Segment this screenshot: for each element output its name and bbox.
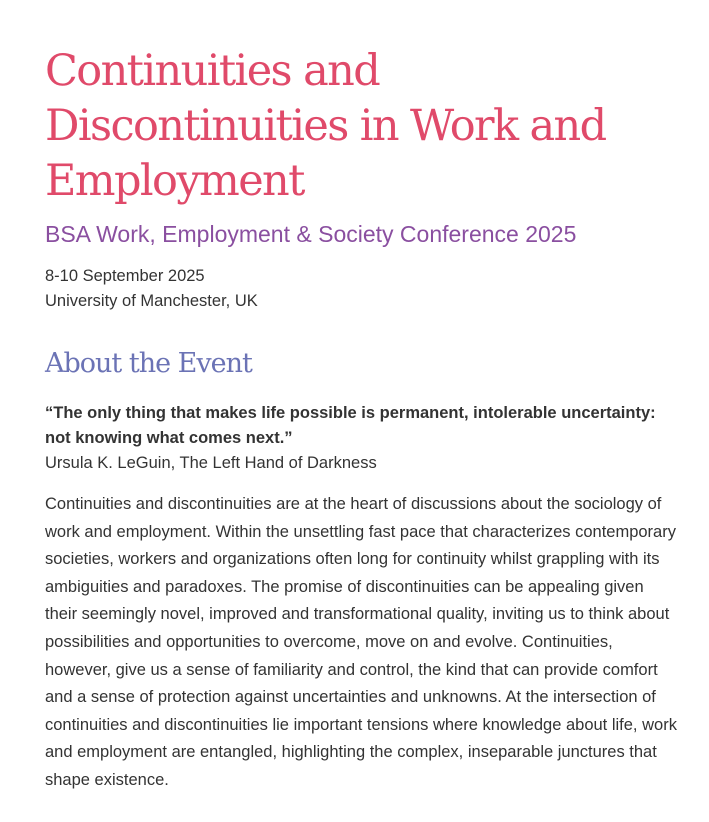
conference-subtitle: BSA Work, Employment & Society Conference 2025 — [45, 221, 577, 247]
about-heading: About the Event — [45, 348, 252, 379]
quote-block — [45, 401, 679, 476]
page-title: Continuities and Discontinuities in Work and Employment — [45, 46, 606, 206]
event-dates: 8-10 September 2025 — [45, 267, 205, 285]
event-location: University of Manchester, UK — [45, 292, 258, 310]
quote-text: “The only thing that makes life possible is permanent, intolerable uncertainty: not knowing what comes next.” — [45, 404, 656, 447]
about-body: Continuities and discontinuities are at the heart of discussions about the sociology of work and employment. Within the unsettling fast pace that characterizes contemporary societies, workers and organizations often long for continuity whilst grappling with its ambiguities and paradoxes. The promise of discontinuities can be appealing given their seemingly novel, improved and transformational quality, inviting us to think about possibilities and opportunities to overcome, move on and evolve. Continuities, however, give us a sense of familiarity and control, the kind that can provide comfort and a sense of protection against uncertainties and unknowns. At the intersection of continuities and discontinuities lie important tensions where knowledge about life, work and employment are entangled, highlighting the complex, inseparable junctures that shape existence. — [45, 495, 677, 789]
event-meta — [45, 264, 679, 314]
quote-source: Ursula K. LeGuin, The Left Hand of Darkness — [45, 454, 377, 472]
